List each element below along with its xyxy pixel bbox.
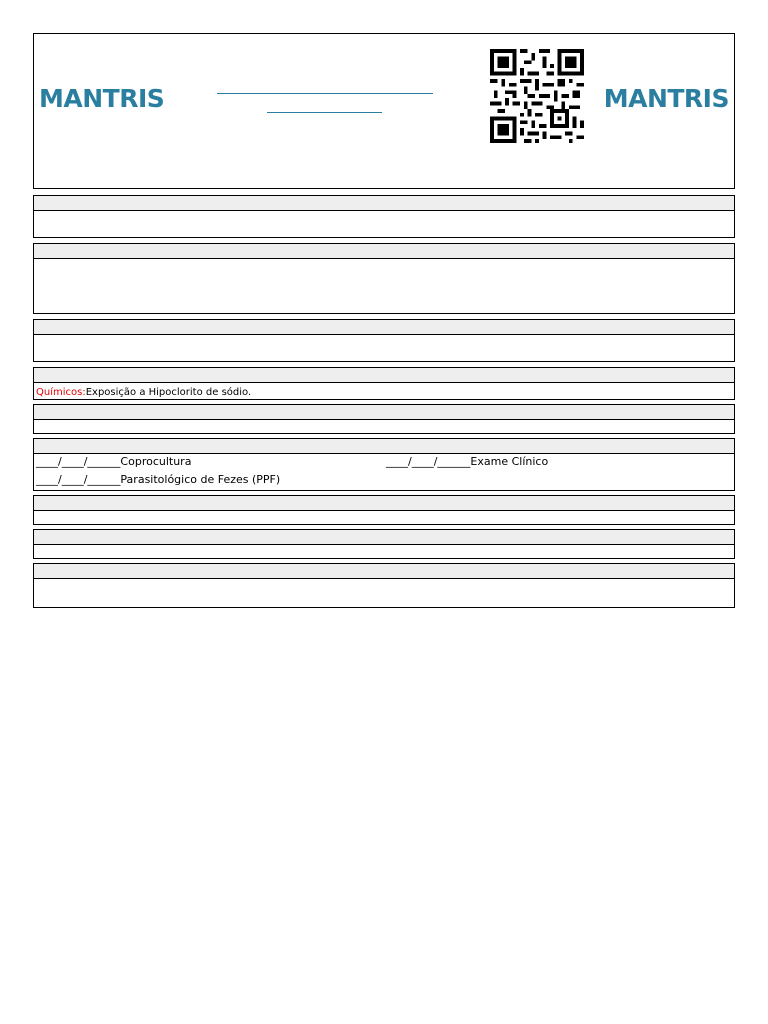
exam-date-blank[interactable]: ____/____/______ [386,455,471,468]
medical-form [33,33,735,486]
form-section-2 [33,243,735,314]
exam-row [386,455,548,468]
exam-name: Parasitológico de Fezes (PPF) [120,473,281,486]
section-header [34,530,734,545]
section-header [34,196,734,211]
section-header [34,244,734,259]
exam-row [36,455,191,468]
exam-date-blank[interactable]: ____/____/______ [36,473,121,486]
exams-section [33,438,735,491]
form-section-5 [33,404,735,434]
exam-row [36,473,280,486]
form-section-3 [33,319,735,362]
form-header [33,33,735,189]
chemicals-text: Exposição a Hipoclorito de sódio. [85,387,252,398]
section-body [34,420,734,434]
section-header [34,564,734,579]
signature-line [34,433,272,434]
exam-name: Exame Clínico [470,455,549,468]
header-subtitle-line [267,112,382,113]
section-header [34,368,734,383]
risk-section [33,367,735,400]
section-body [34,383,734,400]
form-section-8 [33,529,735,559]
form-section-1 [33,195,735,238]
exam-date-blank[interactable]: ____/____/______ [36,455,121,468]
section-header [34,405,734,420]
chemicals-label: Químicos: [36,387,86,398]
section-header [34,496,734,511]
exam-name: Coprocultura [120,455,192,468]
form-section-7 [33,495,735,525]
section-body [34,454,734,491]
header-title-line [217,93,433,94]
company-logo-left: MANTRIS [39,84,165,113]
signature-line [272,433,504,434]
company-logo-right: MANTRIS [603,84,729,113]
section-header [34,320,734,335]
section-header [34,439,734,454]
qr-code-icon [490,48,584,144]
form-section-9 [33,563,735,608]
